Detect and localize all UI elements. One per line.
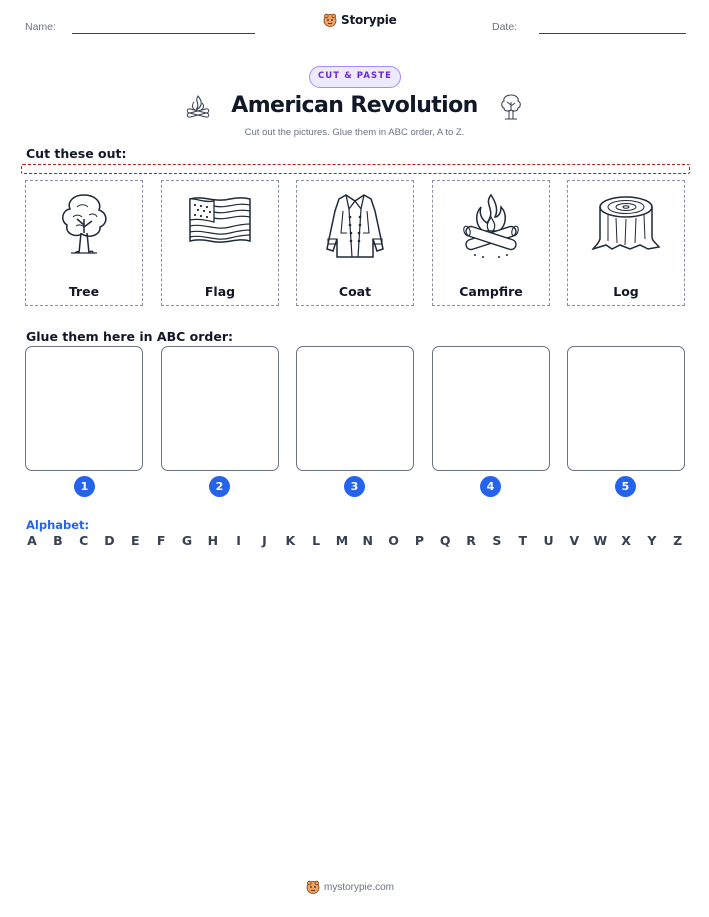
alphabet-letter: C — [79, 533, 89, 548]
alphabet-letter: B — [53, 533, 63, 548]
flag-icon — [184, 189, 256, 261]
alphabet-letter: K — [285, 533, 296, 548]
cut-card-log[interactable] — [567, 180, 685, 306]
alphabet-letter: E — [131, 533, 140, 548]
cut-card-coat[interactable] — [296, 180, 414, 306]
glue-box[interactable] — [567, 346, 685, 471]
alphabet-letter: X — [621, 533, 631, 548]
glue-number: 3 — [344, 476, 365, 497]
cut-line[interactable] — [21, 164, 690, 174]
alphabet-letter: V — [569, 533, 580, 548]
instructions: Cut out the pictures. Glue them in ABC order, A to Z. — [244, 127, 465, 138]
glue-number: 2 — [209, 476, 230, 497]
footer — [306, 880, 394, 894]
glue-number: 5 — [615, 476, 636, 497]
alphabet-letter: L — [312, 533, 321, 548]
alphabet-label: Alphabet: — [26, 518, 90, 532]
card-label: Flag — [204, 284, 236, 299]
glue-box[interactable] — [161, 346, 279, 471]
alphabet-letter: Z — [673, 533, 683, 548]
glue-box[interactable] — [25, 346, 143, 471]
cut-section-heading: Cut these out: — [26, 146, 127, 161]
glue-section-heading: Glue them here in ABC order: — [26, 329, 233, 344]
alphabet-letter: O — [388, 533, 399, 548]
alphabet-letter: F — [156, 533, 166, 548]
alphabet-letter: H — [207, 533, 219, 548]
alphabet-letter: I — [236, 533, 241, 548]
cut-card-flag[interactable] — [161, 180, 279, 306]
log-icon — [590, 189, 662, 261]
alphabet-letter: D — [104, 533, 115, 548]
glue-number: 4 — [480, 476, 501, 497]
date-label: Date: — [492, 21, 518, 33]
alphabet-letter: Q — [439, 533, 451, 548]
alphabet-letter: A — [27, 533, 37, 548]
footer-url[interactable]: mystorypie.com — [324, 881, 395, 893]
glue-box[interactable] — [432, 346, 550, 471]
alphabet-letter: M — [335, 533, 349, 548]
alphabet-letter: W — [593, 533, 608, 548]
cut-paste-badge: CUT & PASTE — [309, 66, 401, 88]
page-title: American Revolution — [231, 93, 478, 118]
alphabet-letter: S — [492, 533, 502, 548]
card-label: Campfire — [459, 284, 523, 299]
alphabet-letter: U — [543, 533, 554, 548]
alphabet-letter: Y — [647, 533, 657, 548]
coat-icon — [319, 189, 391, 261]
name-line[interactable] — [72, 33, 255, 34]
tree-icon — [49, 189, 119, 261]
alphabet-letter: N — [362, 533, 373, 548]
alphabet-letter: G — [181, 533, 193, 548]
name-label: Name: — [25, 21, 56, 33]
cut-card-campfire[interactable] — [432, 180, 550, 306]
card-label: Tree — [68, 284, 100, 299]
brand-name: Storypie — [341, 13, 397, 27]
alphabet-letter: J — [262, 533, 267, 548]
alphabet-letter: P — [414, 533, 424, 548]
storypie-mascot-icon — [306, 880, 320, 894]
alphabet-letter: R — [466, 533, 476, 548]
card-label: Coat — [338, 284, 372, 299]
brand-logo — [323, 13, 397, 27]
glue-box[interactable] — [296, 346, 414, 471]
glue-number: 1 — [74, 476, 95, 497]
storypie-mascot-icon — [323, 13, 337, 27]
card-label: Log — [613, 284, 639, 299]
tree-icon — [498, 92, 524, 122]
alphabet-letter: T — [518, 533, 527, 548]
date-line[interactable] — [539, 33, 686, 34]
campfire-icon — [455, 189, 527, 261]
cut-card-tree[interactable] — [25, 180, 143, 306]
alphabet-row — [25, 533, 685, 548]
